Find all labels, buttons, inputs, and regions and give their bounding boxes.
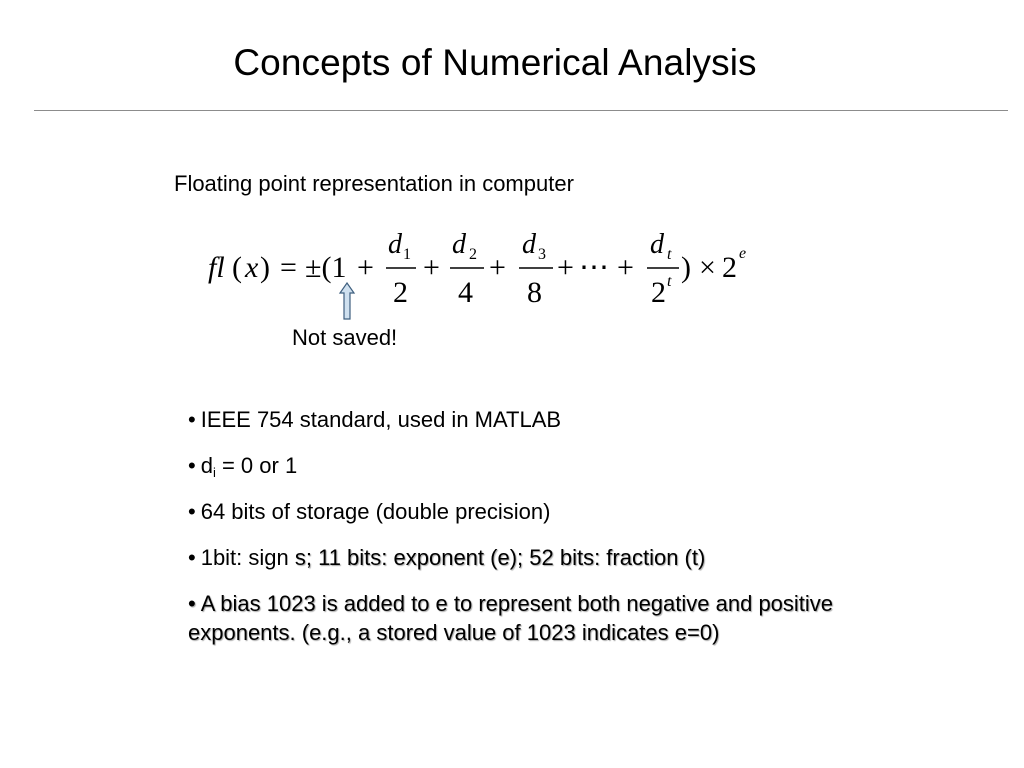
formula-plus: + <box>557 251 574 284</box>
bullet-text: A bias 1023 is added to e to represent both negative and positive exponents. (e.g., a stored value of 1023 indicates e=0) <box>188 591 834 645</box>
not-saved-note: Not saved! <box>292 325 398 350</box>
formula-d1-d: d <box>388 229 402 260</box>
formula-lhs-var: x <box>245 251 259 284</box>
formula-lhs-open: ( <box>232 251 242 284</box>
bullet-ieee <box>188 405 928 434</box>
bullet-text-rest: = 0 or 1 <box>215 453 298 478</box>
floating-point-formula <box>196 222 776 318</box>
formula-plus: + <box>357 251 374 284</box>
formula-d3-d: d <box>522 229 536 260</box>
bullet-text-plain: 1bit: sign <box>200 545 295 570</box>
formula-d1-sub: 1 <box>403 246 411 263</box>
formula-lhs-close: ) <box>260 251 270 284</box>
formula-plus: + <box>617 251 634 284</box>
formula-close-paren: ) <box>681 251 691 284</box>
formula-den-2: 4 <box>458 276 473 309</box>
bullet-bit-layout <box>188 543 928 572</box>
formula-den-t-exp: t <box>667 273 672 290</box>
bullet-storage <box>188 497 928 526</box>
bullet-bias <box>188 589 928 647</box>
formula-times: × <box>699 251 716 284</box>
formula-base: 2 <box>722 251 737 284</box>
up-arrow-icon <box>338 282 356 320</box>
formula-den-3: 8 <box>527 276 542 309</box>
slide-title: Concepts of Numerical Analysis <box>233 42 757 83</box>
formula-fl: fl <box>208 251 225 284</box>
bullet-marker: • <box>188 545 196 570</box>
formula-d2-sub: 2 <box>469 246 477 263</box>
formula-den-t-base: 2 <box>651 276 666 309</box>
subtitle: Floating point representation in computer <box>174 171 574 196</box>
bullet-text: IEEE 754 standard, used in MATLAB <box>200 407 562 432</box>
formula-den-1: 2 <box>393 276 408 309</box>
bullet-digits <box>188 451 928 480</box>
formula-exponent: e <box>739 245 747 262</box>
bullet-text-shadowed: s; 11 bits: exponent (e); 52 bits: fraction (t) <box>294 545 706 570</box>
bullet-marker: • <box>188 407 196 432</box>
formula-equals: = <box>280 251 297 284</box>
formula-dots: ⋯ <box>579 251 609 284</box>
formula-dt-sub: t <box>667 246 672 263</box>
formula-plus: + <box>489 251 506 284</box>
bullet-text: 64 bits of storage (double precision) <box>200 499 551 524</box>
bullet-text-d: d <box>200 453 213 478</box>
formula-d3-sub: 3 <box>538 246 546 263</box>
title-divider <box>34 110 1008 111</box>
formula-dt-d: d <box>650 229 664 260</box>
bullet-list <box>188 405 928 664</box>
bullet-text-sub-i: i <box>212 465 216 480</box>
formula-plus: + <box>423 251 440 284</box>
formula-d2-d: d <box>452 229 466 260</box>
bullet-marker: • <box>188 499 196 524</box>
bullet-marker: • <box>188 591 196 616</box>
bullet-marker: • <box>188 453 196 478</box>
formula-pm-open: ±(1 <box>305 251 347 284</box>
